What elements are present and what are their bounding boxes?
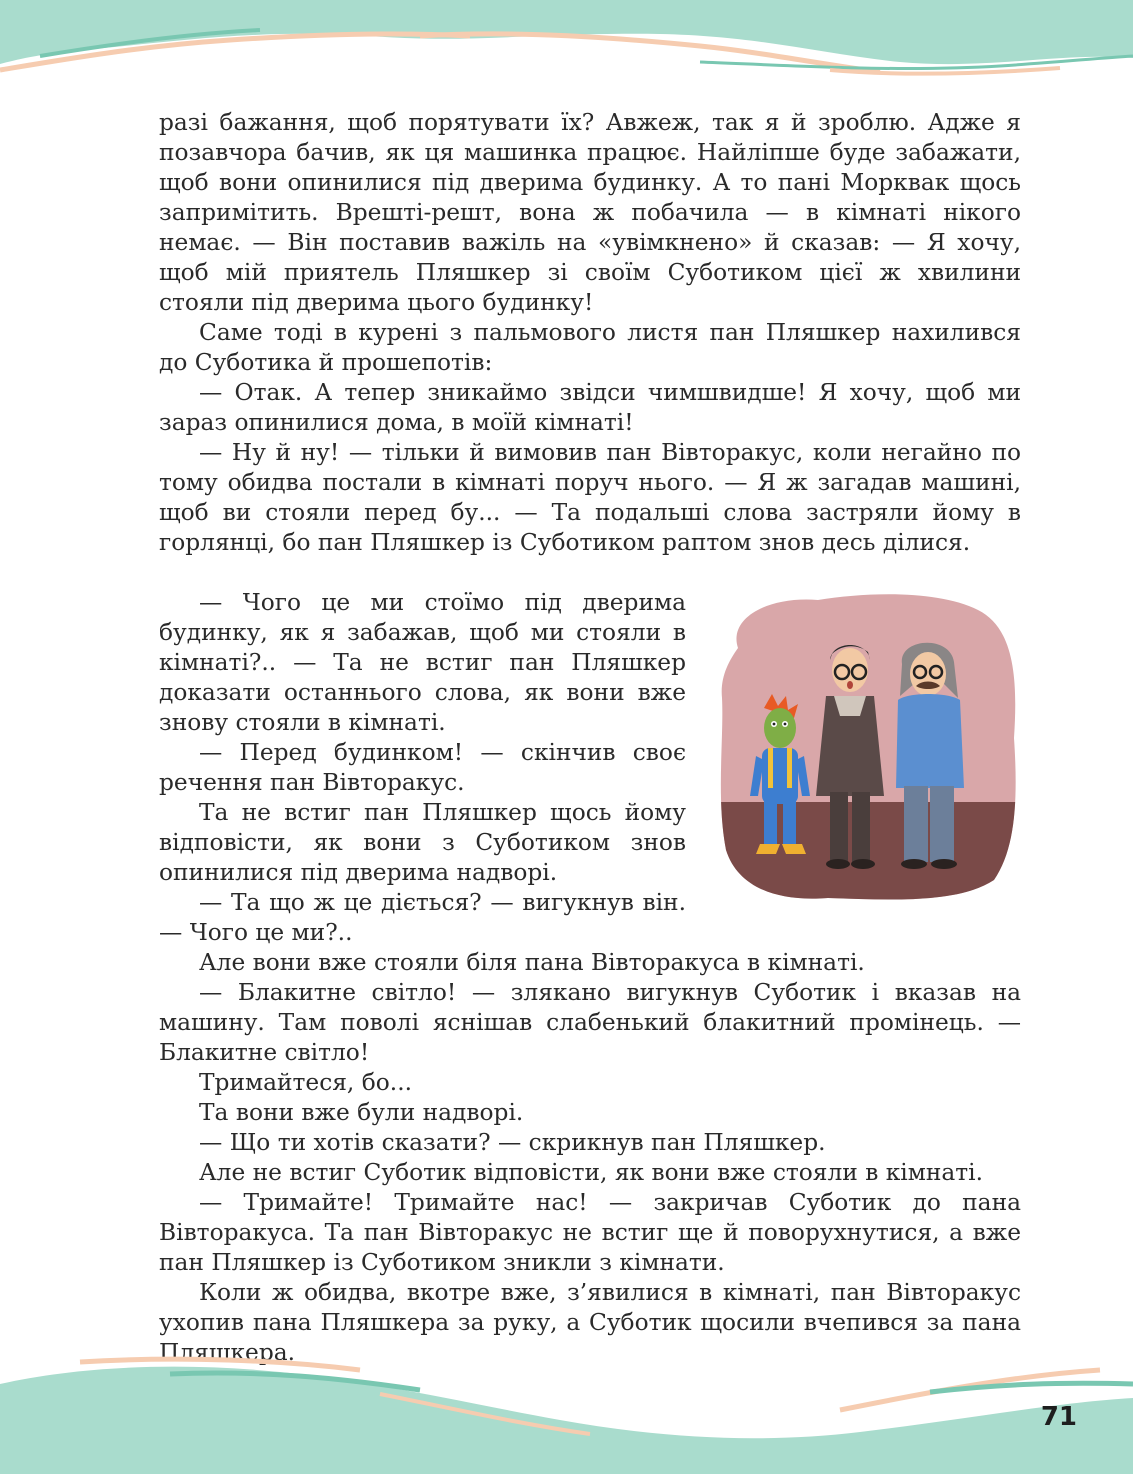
paragraph: разі бажання, щоб порятувати їх? Авжеж, так я й зроблю. Адже я позавчора бачив, як ця машинка працює. Найліпше буде забажати, щоб вони опинилися під дверима будинку. А то пані Морквак щось запримітить. Врешті-решт, вона ж побачила — в кімнаті нікого немає. — Він поставив важіль на «увімкнено» й сказав: — Я хочу, щоб мій приятель Пляшкер зі своїм Суботиком цієї ж хвилини стояли під дверима цього будинку!: [159, 109, 1021, 316]
paragraph: Та вони вже були надворі.: [199, 1099, 524, 1126]
paragraph: Тримайтеся, бо...: [199, 1069, 413, 1096]
bottom-wave-decoration: [0, 1354, 1133, 1474]
paragraph: — Чого це ми стоїмо під дверима будинку, як я забажав, щоб ми стояли в кімнаті?.. — Та не встиг пан Пляшкер доказати останнього слова, як вони вже знову стояли в кімнаті.: [159, 589, 686, 736]
paragraph: — Тримайте! Тримайте нас! — закричав Суботик до пана Вівторакуса. Та пан Вівторакус не встиг ще й поворухнутися, а вже пан Пляшкер із Суботиком зникли з кімнати.: [159, 1189, 1021, 1276]
page-number: 71: [1040, 1402, 1077, 1432]
paragraph: — Отак. А тепер зникаймо звідси чимшвидше! Я хочу, щоб ми зараз опинилися дома, в моїй кімнаті!: [159, 379, 1021, 436]
paragraph: Коли ж обидва, вкотре вже, з’явилися в кімнаті, пан Вівторакус ухопив пана Пляшкера за руку, а Суботик щосили вчепився за пана Пляшкера.: [159, 1279, 1021, 1366]
paragraph: — Що ти хотів сказати? — скрикнув пан Пляшкер.: [199, 1129, 826, 1156]
man-with-moustache-figure: [896, 643, 964, 869]
paragraph: — Ну й ну! — тільки й вимовив пан Вівторакус, коли негайно по тому обидва постали в кімнаті поруч нього. — Я ж загадав машині, щоб ви стояли перед бу... — Та подальші слова застряли йому в горлянці, бо пан Пляшкер із Суботиком раптом знов десь ділися.: [159, 439, 1021, 556]
top-wave-decoration: [0, 0, 1133, 80]
body-text-side: [159, 588, 686, 948]
paragraph: — Блакитне світло! — злякано вигукнув Суботик і вказав на машину. Там поволі яснішав слабенький блакитний промінець. — Блакитне світло!: [159, 979, 1021, 1066]
paragraph: — Перед будинком! — скінчив своє речення пан Вівторакус.: [159, 739, 686, 796]
paragraph: Але не встиг Суботик відповісти, як вони вже стояли в кімнаті.: [199, 1159, 984, 1186]
paragraph: — Та що ж це діється? — вигукнув він. — Чого це ми?..: [159, 889, 686, 946]
paragraph: Але вони вже стояли біля пана Вівторакуса в кімнаті.: [199, 949, 865, 976]
characters-illustration: [718, 588, 1020, 904]
paragraph: Саме тоді в курені з пальмового листя пан Пляшкер нахилився до Суботика й прошепотів:: [159, 319, 1021, 376]
body-text-top: [159, 108, 1021, 558]
body-text-bottom: [159, 948, 1021, 1368]
paragraph: Та не встиг пан Пляшкер щось йому відповісти, як вони з Суботиком знов опинилися під дверима надворі.: [159, 799, 686, 886]
